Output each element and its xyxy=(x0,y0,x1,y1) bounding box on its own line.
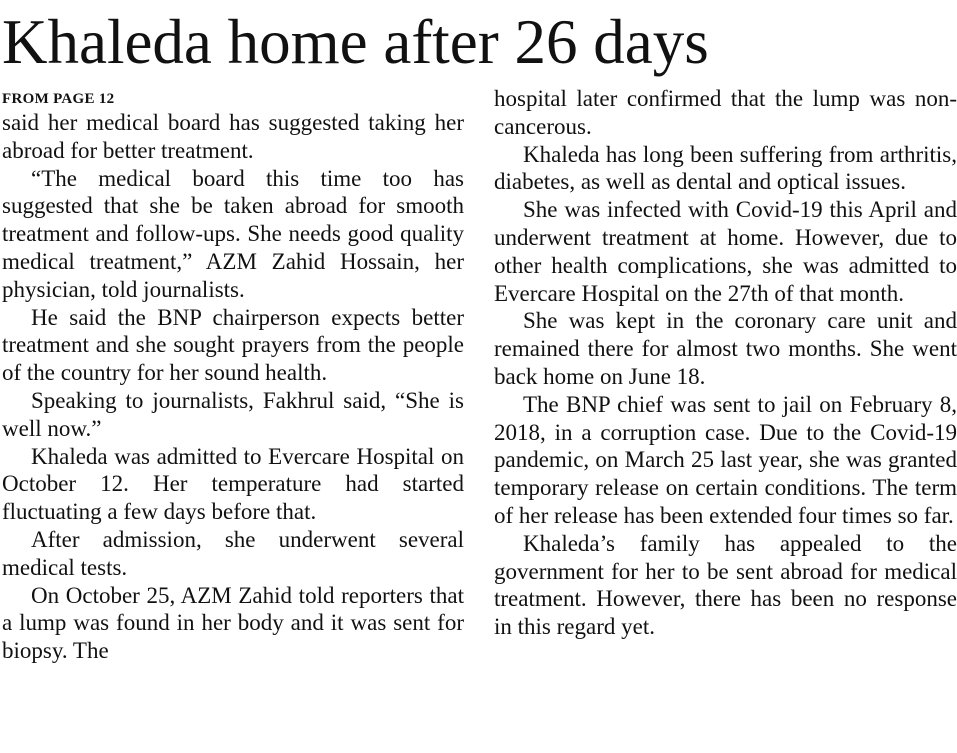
paragraph: She was infected with Covid-19 this April and underwent treatment at home. However, due to other health complications, she was admitted to Evercare Hospital on the 27th of that month. xyxy=(494,197,957,306)
article-column-left xyxy=(2,89,464,665)
jump-label: FROM PAGE 12 xyxy=(2,91,115,107)
paragraph: hospital later confirmed that the lump was non-cancerous. xyxy=(494,86,957,139)
paragraph: The BNP chief was sent to jail on February 8, 2018, in a corruption case. Due to the Covid-19 pandemic, on March 25 last year, she was granted temporary release on certain conditions. The term of her release has been extended four times so far. xyxy=(494,391,957,528)
paragraph: She was kept in the coronary care unit and remained there for almost two months. She went back home on June 18. xyxy=(494,308,957,389)
paragraph: “The medical board this time too has suggested that she be taken abroad for smooth treatment and follow-ups. She needs good quality medical treatment,” AZM Zahid Hossain, her physician, told journalists. xyxy=(2,165,464,302)
paragraph: Speaking to journalists, Fakhrul said, “She is well now.” xyxy=(2,387,464,441)
article-column-right xyxy=(494,85,957,641)
paragraph: Khaleda’s family has appealed to the government for her to be sent abroad for medical treatment. However, there has been no response in this regard yet. xyxy=(494,530,957,640)
paragraph: He said the BNP chairperson expects better treatment and she sought prayers from the people of the country for her sound health. xyxy=(2,304,464,386)
paragraph: On October 25, AZM Zahid told reporters that a lump was found in her body and it was sent for biopsy. The xyxy=(2,582,464,664)
paragraph: After admission, she underwent several medical tests. xyxy=(2,526,464,580)
paragraph: said her medical board has suggested taking her abroad for better treatment. xyxy=(2,110,464,163)
paragraph: Khaleda has long been suffering from arthritis, diabetes, as well as dental and optical issues. xyxy=(494,141,957,195)
headline: Khaleda home after 26 days xyxy=(2,7,709,77)
paragraph: Khaleda was admitted to Evercare Hospital on October 12. Her temperature had started fluctuating a few days before that. xyxy=(2,443,464,525)
